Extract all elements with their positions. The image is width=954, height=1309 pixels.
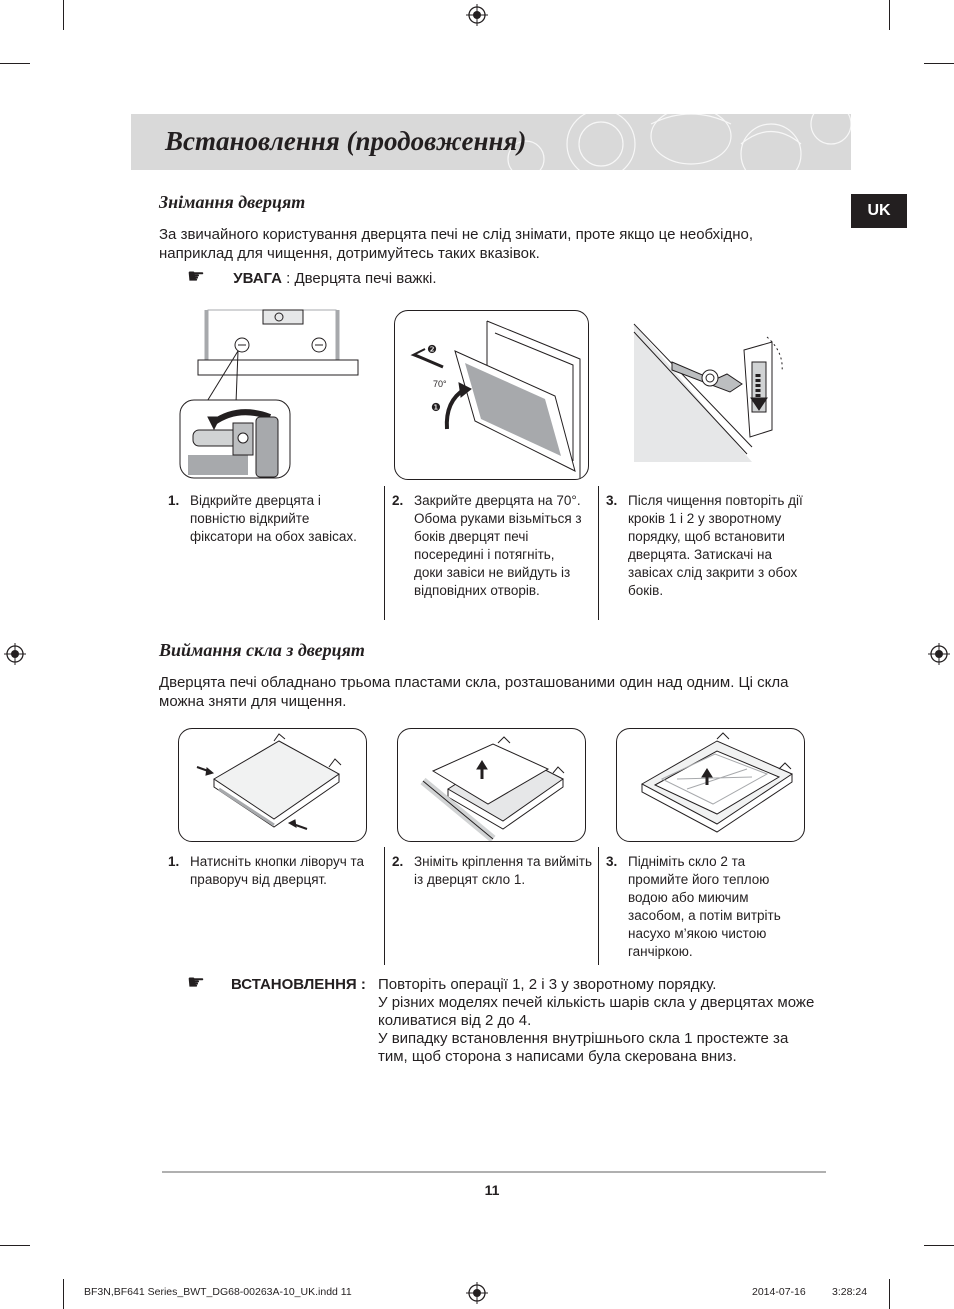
glass-figure-press-buttons [178,728,367,842]
step-marker-2-icon: ❷ [427,344,437,356]
crop-mark [889,0,890,30]
crop-mark [63,0,64,30]
page-title: Встановлення (продовження) [165,126,527,156]
glass-removal-step-1 [168,853,378,897]
install-line: Повторіть операції 1, 2 і 3 у зворотному порядку. [378,976,717,993]
column-divider [598,847,599,965]
crop-mark [0,1245,30,1246]
column-divider [598,486,599,620]
step-text: Після чищення повторіть дії кроків 1 і 2 у зворотному порядку, щоб встановити дверцята. Затискачі на завісах слід закрити з обох боків. [628,493,803,598]
crop-mark [63,1279,64,1309]
footer-rule [162,1171,826,1173]
print-slug-file: BF3N,BF641 Series_BWT_DG68-00263A-10_UK.indd 11 [84,1286,352,1298]
step-text: Підніміть скло 2 та промийте його теплою водою або миючим засобом, а потім витріть насухо м’якою чистою ганчіркою. [628,854,781,959]
column-divider [384,486,385,620]
glass-removal-step-2 [392,853,592,897]
header-banner [131,114,851,170]
angle-label: 70° [433,379,447,389]
page-number: 11 [484,1182,500,1198]
door-removal-step-3 [606,492,816,602]
pointing-hand-icon: ☛ [187,266,205,288]
door-removal-step-1 [168,492,378,552]
step-number: 3. [606,493,618,508]
step-text: Відкрийте дверцята і повністю відкрийте фіксатори на обох завісах. [190,493,357,544]
column-divider [384,847,385,965]
registration-mark-icon [466,4,488,26]
door-angle-figure [394,310,589,480]
glass-figure-remove-glass-1 [397,728,586,842]
crop-mark [924,1245,954,1246]
door-removal-step-2 [392,492,592,620]
crop-mark [0,63,30,64]
glass-removal-step-3 [606,853,816,963]
step-text: Натисніть кнопки ліворуч та праворуч від дверцят. [190,854,365,887]
step-text: Закрийте дверцята на 70°. Обома руками візьміться з боків дверцят печі посередині і потягніть, доки завіси не вийдуть із відповідних отворів. [414,493,582,598]
step-text: Зніміть кріплення та вийміть із дверцят скло 1. [414,854,592,887]
warning-label: УВАГА [233,270,282,287]
registration-mark-icon [4,643,26,665]
language-badge: UK [851,194,907,228]
warning-separator: : [281,270,295,287]
hinge-clip-figure [632,322,792,467]
install-instructions [378,976,818,1066]
print-slug-time: 3:28:24 [832,1286,868,1298]
crop-mark [889,1279,890,1309]
glass-figure-lift-glass-2 [616,728,805,842]
warning-note [187,268,437,288]
step-number: 1. [168,854,180,869]
step-marker-1-icon: ❶ [431,402,441,414]
install-line: У випадку встановлення внутрішнього скла 1 простежте за тим, щоб сторона з написами була скерована вниз. [378,1030,789,1065]
install-label: ВСТАНОВЛЕННЯ : [231,976,366,993]
pointing-hand-icon: ☛ [187,972,205,994]
step-number: 2. [392,493,404,508]
step-number: 2. [392,854,404,869]
install-line: У різних моделях печей кількість шарів скла у дверцятах може коливатися від 2 до 4. [378,994,815,1029]
print-slug-date: 2014-07-16 [752,1286,806,1298]
section-title-glass-removal: Виймання скла з дверцят [159,640,365,660]
registration-mark-icon [466,1282,488,1304]
section-intro-glass-removal: Дверцята печі обладнано трьома пластами скла, розташованими один над одним. Ці скла можна зняти для чищення. [159,674,789,710]
registration-mark-icon [928,643,950,665]
step-number: 1. [168,493,180,508]
section-title-door-removal: Знімання дверцят [159,192,306,212]
crop-mark [924,63,954,64]
step-number: 3. [606,854,618,869]
warning-text: Дверцята печі важкі. [294,270,437,287]
section-intro-door-removal: За звичайного користування дверцята печі не слід знімати, проте якщо це необхідно, наприклад для чищення, дотримуйтесь таких вказівок. [159,226,754,262]
door-hinge-figure [178,305,368,480]
